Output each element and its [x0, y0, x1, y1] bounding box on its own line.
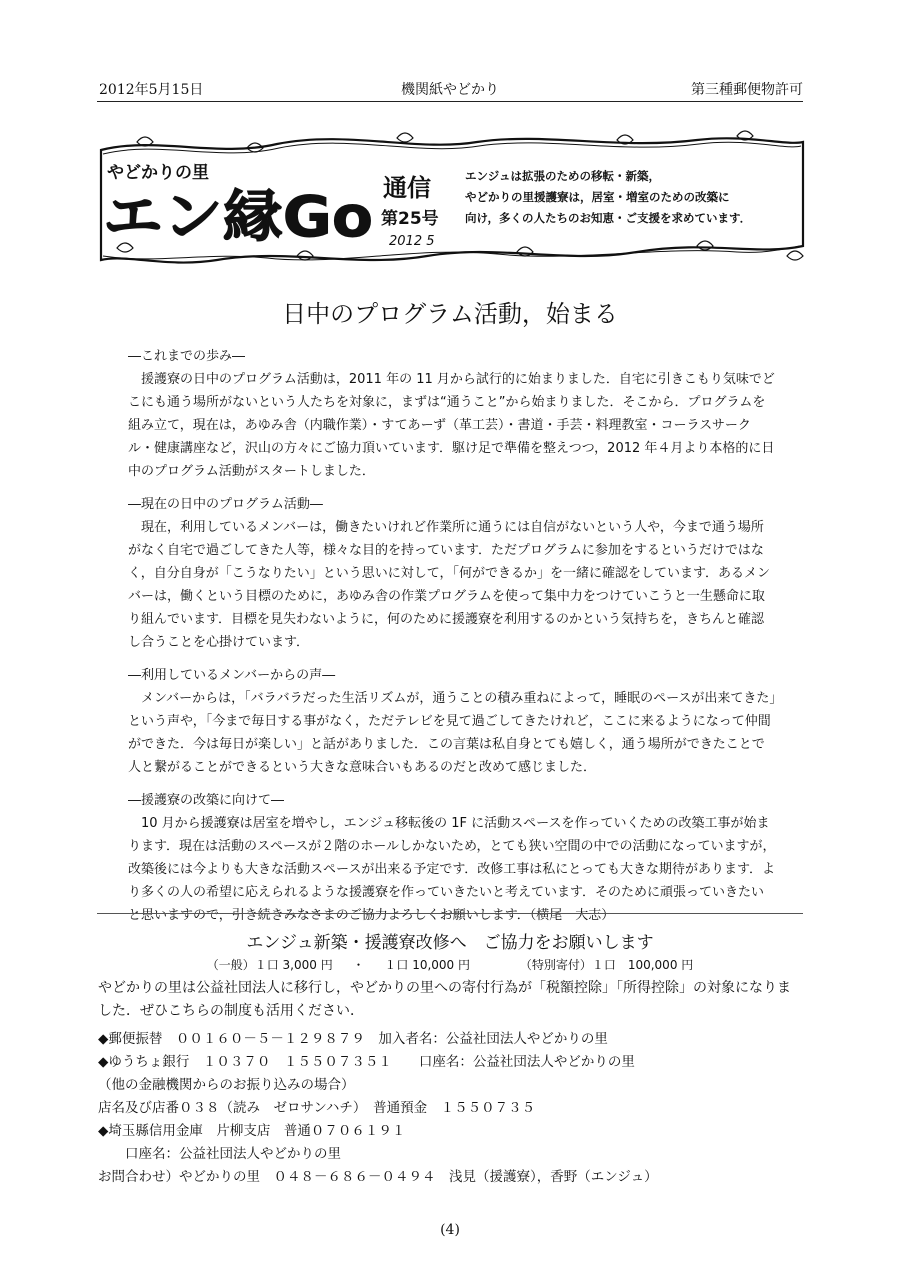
banner-tsushin: 通信	[383, 174, 431, 202]
section-paragraph: 現在，利用しているメンバーは，働きたいけれど作業所に通うには自信がないという人や，今まで通う場所がなく自宅で過ごしてきた人等，様々な目的を持っています．ただプログラムに参加をするというだけではなく，自分自身が「こうなりたい」という思いに対して，「何ができるか」を一緒に確認をしています．あるメンバーは，働くという目標のために，あゆみ舎の作業プログラムを使って集中力をつけていこうと一生懸命に取り組んでいます．目標を見失わないように，何のために援護寮を利用するのかという気持ちを，きちんと確認し合うことを心掛けています．	[128, 520, 770, 650]
banner-issue: 第25号	[381, 209, 439, 229]
publication-name: 機関紙やどかり	[401, 82, 499, 98]
amount-separator: ・	[352, 958, 365, 972]
section-heading: ―これまでの歩み―	[128, 349, 246, 364]
donation-amounts	[0, 956, 900, 973]
article-body	[128, 345, 776, 937]
account-line: 店名及び店番０３８（読み ゼロサンハチ） 普通預金 １５５０７３５	[98, 1100, 536, 1116]
donation-title: エンジュ新築・援護寮改修へ ご協力をお願いします	[246, 933, 654, 953]
section-heading: ―現在の日中のプログラム活動―	[128, 497, 323, 512]
contact-line: お問合わせ）やどかりの里 ０４８－６８６－０４９４ 浅見（援護寮），香野（エンジュ）	[98, 1169, 658, 1185]
amount-unit: １口 10,000 円	[384, 958, 470, 972]
banner-line: やどかりの里援護寮は，居室・増室のための改築に	[465, 190, 730, 204]
section-heading: ―利用しているメンバーからの声―	[128, 668, 336, 683]
banner-issue-date: 2012 5	[389, 234, 435, 249]
account-line: （他の金融機関からのお振り込みの場合）	[98, 1077, 355, 1093]
donation-accounts	[98, 1028, 804, 1189]
banner-line: 向け，多くの人たちのお知恵・ご支援を求めています．	[465, 211, 752, 225]
donation-description: やどかりの里は公益社団法人に移行し，やどかりの里への寄付行為が「税額控除」「所得控除」の対象になりました．ぜひこちらの制度も活用ください．	[98, 980, 791, 1019]
amount-special: （特別寄付）１口 100,000 円	[519, 958, 694, 972]
banner-message	[465, 166, 805, 229]
issue-date: 2012年5月15日	[99, 82, 204, 98]
banner-logo: エン縁Go	[103, 185, 373, 250]
page-number: (4)	[440, 1222, 460, 1238]
amount-general: （一般）１口 3,000 円	[206, 958, 333, 972]
account-line: ◆郵便振替 ００１６０－５－１２９８７９ 加入者名：公益社団法人やどかりの里	[98, 1031, 608, 1047]
banner-line: エンジュは拡張のための移転・新築，	[465, 169, 660, 183]
article-title: 日中のプログラム活動，始まる	[282, 300, 618, 328]
section-paragraph: 10 月から援護寮は居室を増やし，エンジュ移転後の 1F に活動スペースを作っていくための改築工事が始まります．現在は活動のスペースが２階のホールしかないため，とても狭い空間の中での活動になっていますが，改築後には今よりも大きな活動スペースが出来る予定です．改修工事は私にとっても大きな期待があります．より多くの人の希望に応えられるような援護寮を作っていきたいと考えています．そのために頑張っていきたいと思いますので，引き続きみなさまのご協力よろしくお願いします．（横尾 大志）	[128, 816, 776, 923]
divider	[97, 913, 803, 914]
banner-org: やどかりの里	[107, 163, 209, 183]
header-rule	[97, 101, 803, 102]
account-line: ◆埼玉縣信用金庫 片柳支店 普通０７０６１９１	[98, 1123, 406, 1139]
account-line: 口座名：公益社団法人やどかりの里	[98, 1146, 341, 1162]
section-paragraph: メンバーからは，「バラバラだった生活リズムが，通うことの積み重ねによって，睡眠のペースが出来てきた」という声や，「今まで毎日する事がなく，ただテレビを見て過ごしてきたけれど，ここに来るようになって仲間ができた．今は毎日が楽しい」と話がありました．この言葉は私自身とても嬉しく，通う場所ができたことで人と繋がることができるという大きな意味合いもあるのだと改めて感じました．	[128, 691, 776, 775]
postal-permit: 第三種郵便物許可	[691, 82, 803, 98]
section-heading: ―援護寮の改築に向けて―	[128, 793, 285, 808]
section-paragraph: 援護寮の日中のプログラム活動は，2011 年の 11 月から試行的に始まりました．自宅に引きこもり気味でどこにも通う場所がないという人たちを対象に，まずは“通うこと”から始まりました．そこから．プログラムを組み立て，現在は，あゆみ舎（内職作業）・すてあーず（革工芸）・書道・手芸・料理教室・コーラスサークル・健康講座など，沢山の方々にご協力頂いています．駆け足で準備を整えつつ，2012 年４月より本格的に日中のプログラム活動がスタートしました．	[128, 372, 775, 479]
account-line: ◆ゆうちょ銀行 １０３７０ １５５０７３５１ 口座名：公益社団法人やどかりの里	[98, 1054, 635, 1070]
